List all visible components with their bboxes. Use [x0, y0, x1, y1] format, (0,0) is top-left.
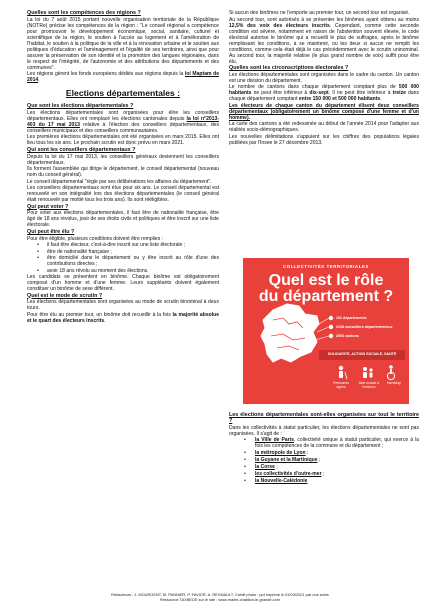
infographic: [243, 258, 409, 404]
right-column: [229, 10, 419, 146]
bullet-icon: [244, 457, 246, 463]
list-item: • la Guyane et la Martinique ;: [229, 457, 419, 463]
infographic-title: Quel est le rôle du département ?: [258, 272, 394, 305]
paragraph: La loi du 7 août 2015 portant nouvelle organisation territoriale de la République (NOTRe) précise les compétences de la région : "Le conseil régional a compétence pour promouvoir le développement économique, social, sanitaire, culturel et scientifique de la région, le soutien à l'accès au logement et à l'amélioration de l'habitat, le soutien à la politique de la ville et à la rénovation urbaine et le soutien aux politiques d'éducation et l'aménagement et l'égalité de ses territoires, ainsi que pour assurer la préservation de son identité et la promotion des langues régionales, dans le respect de l'intégrité, de l'autonomie et des attributions des départements et des communes".: [27, 16, 219, 71]
icon-caption: Handicap: [387, 381, 401, 385]
territory-link[interactable]: la Ville de Paris: [255, 437, 294, 444]
child-icon: [363, 367, 373, 378]
bullet-icon: [244, 478, 246, 484]
footer-source: Ressource TAXBEDE sur le site : www.mairie-chatillon-le-grande.com: [159, 597, 281, 602]
icon-caption: Aide sociale à l'enfance: [358, 381, 380, 389]
list-item: • être domicilié dans le département ou y être inscrit au rôle d'une des contributions directes ;: [27, 255, 219, 267]
page-footer: [30, 592, 410, 602]
law-link[interactable]: loi Maptam de 2014: [27, 71, 220, 84]
territory-link[interactable]: la Nouvelle-Calédonie: [255, 478, 308, 485]
bullet-icon: [37, 255, 39, 261]
question-heading: Quel est le mode de scrutin ?: [27, 292, 103, 299]
paragraph: Les élections départementales sont organisées au mode de scrutin binominal à deux tours.: [27, 299, 219, 312]
bullet-icon: [37, 268, 39, 274]
footer-credits: Rédacteurs : J. MOURGENT, M. PANNIER, P. FAVIOR, A. REGNAULT. Crédit photo : ppt Imprimé le 01/03/2021 par nos soins: [111, 592, 329, 597]
law-link[interactable]: la loi n°2013-403 du 17 mai 2013: [27, 115, 219, 128]
band-label: SOLIDARITÉ, ACTION SOCIALE, SANTÉ: [327, 352, 397, 356]
france-map-icon: [261, 304, 319, 362]
paragraph: Pour être éligible, plusieurs conditions doivent être remplies :: [27, 235, 164, 242]
paragraph: Les conseillers départementaux sont élus pour six ans. Le conseil départemental est renouvelé en son intégralité lors des élections départementales (le conseil général était renouvelé par moitié tous les trois ans). Ils sont rééligibles.: [27, 185, 219, 204]
infographic-kicker: COLLECTIVITÉS TERRITORIALES: [283, 264, 369, 269]
paragraph: Les premières élections départementales ont été organisées en mars 2015. Elles ont lieu tous les six ans. Le prochain scrutin est donc prévu en mars 2021.: [27, 134, 219, 147]
list-item: • les collectivités d'outre-mer ;: [229, 471, 419, 477]
list-item: • la Ville de Paris, collectivité unique à statut particulier, qui exerce à la fois les compétences de la commune et du département ;: [229, 437, 419, 449]
list-item: • la métropole de Lyon ;: [229, 450, 419, 456]
question-heading: Qui sont les conseillers départementaux ?: [27, 146, 136, 153]
question-heading: Les élections départementales sont-elles organisées sur tout le territoire ?: [229, 412, 419, 425]
highlight-paragraph: Les électeurs de chaque canton du département élisent deux conseillers départementaux (obligatoirement un binôme composé d'une femme et d'un homme).: [229, 102, 419, 121]
paragraph: Le conseil départemental "règle par ses délibérations les affaires du département".: [27, 178, 212, 185]
bullet-icon: [244, 471, 246, 477]
paragraph: Le nombre de cantons dans chaque département comptant plus de 500 000 habitants ne peut être inférieur à dix-sept. Il ne peut être inférieur à treize dans chaque département comptant entre 150 000 et 500 000 habitants.: [229, 84, 419, 103]
territory-link[interactable]: la Guyane et la Martinique: [255, 457, 318, 464]
question-heading: Que sont les élections départementales ?: [27, 103, 134, 110]
stat-departements: 101 départements: [336, 316, 367, 320]
paragraph: Les élections départementales sont organisées pour élire les conseillers départementaux. Elles ont remplacé les élections cantonales depuis la loi n°2013-403 du 17 mai 2013 relative à l'élection des conseillers départementaux, des conseillers municipaux et des conseillers communautaires.: [27, 109, 219, 134]
stat-conseillers: 4108 conseillers départementaux: [336, 325, 393, 329]
bullet-icon: [37, 242, 39, 248]
paragraph: Pour être élu au premier tour, un binôme doit recueillir à la fois la majorité absolue et le quart des électeurs inscrits.: [27, 311, 219, 324]
territories-list: [229, 437, 419, 484]
bullet-icon: [244, 437, 246, 443]
question-heading: Quelles sont les circonscriptions électorales ?: [229, 65, 349, 71]
paragraph: Ils forment l'assemblée qui dirige le département, le conseil départemental (nouveau nom du conseil général).: [27, 166, 219, 179]
territory-link[interactable]: les collectivités d'outre-mer: [255, 471, 322, 478]
list-item: • être de nationalité française ;: [27, 249, 219, 255]
paragraph: Si aucun des binômes ne l'emporte au premier tour, un second tour est organisé.: [229, 10, 410, 16]
question-heading: Quelles sont les compétences des régions ?: [27, 10, 141, 16]
question-heading: Qui peut voter ?: [27, 203, 69, 210]
icon-caption: Personnes âgées: [333, 381, 349, 389]
stat-cantons: 2054 cantons: [336, 334, 359, 338]
paragraph: Depuis la loi du 17 mai 2013, les conseillers généraux deviennent les conseillers départementaux.: [27, 153, 219, 166]
paragraph: Dans les collectivités à statut particulier, les élections départementales ne sont pas organisées. Il s'agit de :: [229, 424, 419, 437]
section-title: Elections départementales :: [65, 88, 181, 99]
list-item: • avoir 18 ans révolu au moment des élections.: [27, 268, 219, 274]
list-item: • la Corse ;: [229, 464, 419, 470]
left-column: [27, 10, 219, 324]
paragraph: Pour voter aux élections départementales, il faut être de nationalité française, être âgé de 18 ans révolus, jouir de ses droits civils et politiques et être inscrit sur une liste électorale.: [27, 210, 219, 229]
bullet-icon: [244, 464, 246, 470]
elderly-icon: [339, 366, 347, 379]
list-item: [229, 478, 419, 484]
paragraph: La carte des cantons a été redessinée au début de l'année 2014 pour l'adapter aux réalités socio-démographiques.: [229, 121, 419, 134]
paragraph: Les candidats se présentent en binôme. Chaque binôme est obligatoirement composé d'un homme et d'une femme. Leurs suppléants doivent également constituer un binôme de sexe différent.: [27, 274, 219, 293]
territory-link[interactable]: la Corse: [255, 464, 275, 471]
bullet-icon: [244, 450, 246, 456]
paragraph: Les élections départementales sont organisées dans le cadre du canton. Un canton est une division du département.: [229, 71, 419, 84]
question-heading: Qui peut être élu ?: [27, 228, 75, 235]
territory-link[interactable]: la métropole de Lyon: [255, 450, 306, 457]
paragraph: Les régions gèrent les fonds européens dédiés aux régions depuis la loi Maptam de 2014.: [27, 71, 220, 84]
list-item: • il faut être électeur, c'est-à-dire inscrit sur une liste électorale ;: [27, 242, 219, 248]
eligibility-list: [27, 242, 219, 274]
bullet-icon: [37, 249, 39, 255]
paragraph: Au second tour, sont autorisés à se présenter les binômes ayant obtenu au moins 12,5% des voix des électeurs inscrits. Cependant, comme cette seconde condition est sévère, notamment en raison de l'abstention souvent élevée, le code électoral autorise le binôme qui a recueilli le plus de suffrages, après le binôme remplissant les conditions, à se maintenir, ou les deux si aucun ne remplit les conditions, comme cela était déjà le cas précédemment avec le scrutin uninominal. Au second tour, la majorité relative (le plus grand nombre de voix) suffit pour être élu.: [229, 16, 419, 65]
paragraph: Les nouvelles délimitations s'appuient sur les chiffres des populations légales publiées par l'Insee le 27 décembre 2013.: [229, 133, 419, 146]
right-column-bottom: [229, 412, 419, 485]
wheelchair-icon: [387, 365, 394, 379]
